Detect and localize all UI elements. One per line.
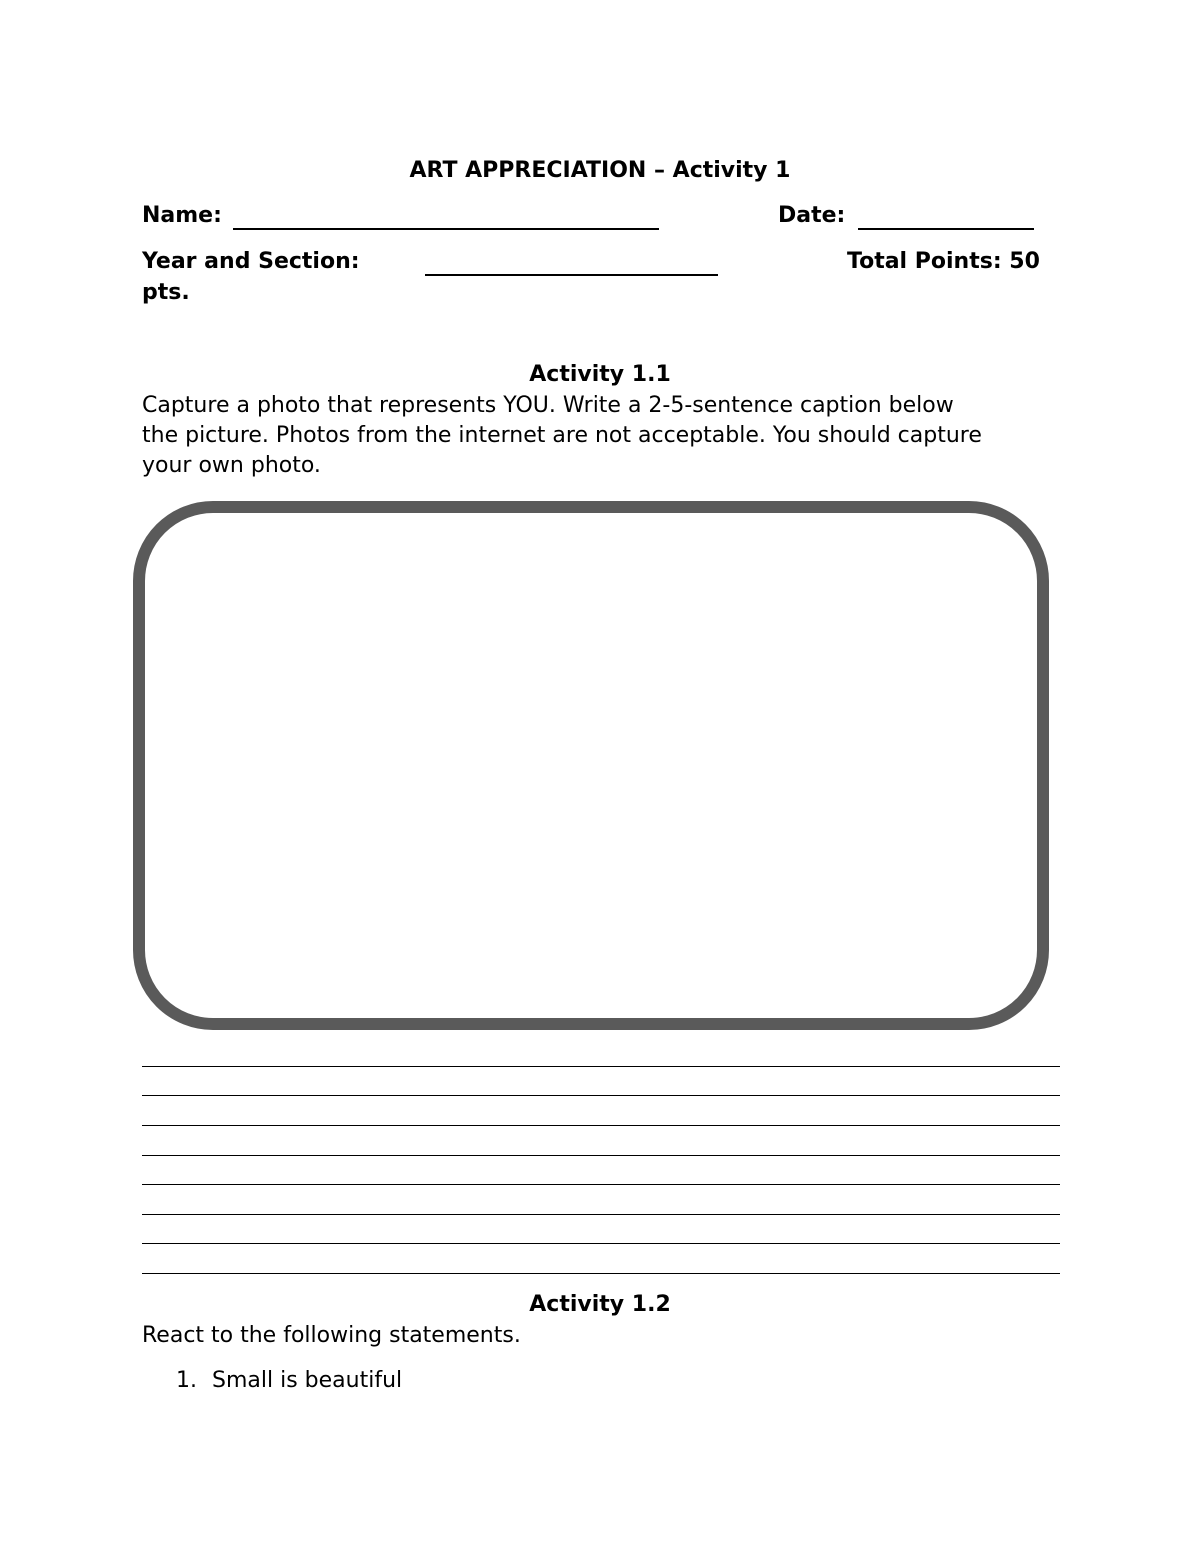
activity-1-1-instructions-line-2: the picture. Photos from the internet are not acceptable. You should capture	[142, 423, 982, 448]
document-title: ART APPRECIATION – Activity 1	[409, 158, 791, 183]
caption-line[interactable]	[142, 1184, 1060, 1185]
activity-1-2-heading: Activity 1.2	[529, 1292, 671, 1317]
caption-line[interactable]	[142, 1243, 1060, 1244]
statement-text: Small is beautiful	[212, 1368, 403, 1393]
activity-1-1-heading: Activity 1.1	[529, 362, 671, 387]
photo-frame	[133, 501, 1049, 1030]
name-blank[interactable]	[233, 228, 659, 230]
date-label: Date:	[778, 203, 846, 228]
statement-number: 1.	[176, 1368, 197, 1393]
activity-1-2-instructions: React to the following statements.	[142, 1323, 521, 1348]
caption-line[interactable]	[142, 1125, 1060, 1126]
caption-line[interactable]	[142, 1066, 1060, 1067]
statement-item	[176, 1366, 403, 1396]
caption-line[interactable]	[142, 1273, 1060, 1274]
caption-line[interactable]	[142, 1095, 1060, 1096]
caption-line[interactable]	[142, 1155, 1060, 1156]
name-label: Name:	[142, 203, 222, 228]
date-blank[interactable]	[858, 228, 1034, 230]
caption-line[interactable]	[142, 1214, 1060, 1215]
activity-1-1-instructions-line-1: Capture a photo that represents YOU. Write a 2-5-sentence caption below	[142, 393, 954, 418]
activity-1-1-instructions-line-3: your own photo.	[142, 453, 321, 478]
year-section-blank[interactable]	[425, 274, 718, 276]
year-section-label: Year and Section:	[142, 249, 360, 274]
total-points-unit: pts.	[142, 280, 190, 305]
total-points-label: Total Points: 50	[847, 249, 1040, 274]
